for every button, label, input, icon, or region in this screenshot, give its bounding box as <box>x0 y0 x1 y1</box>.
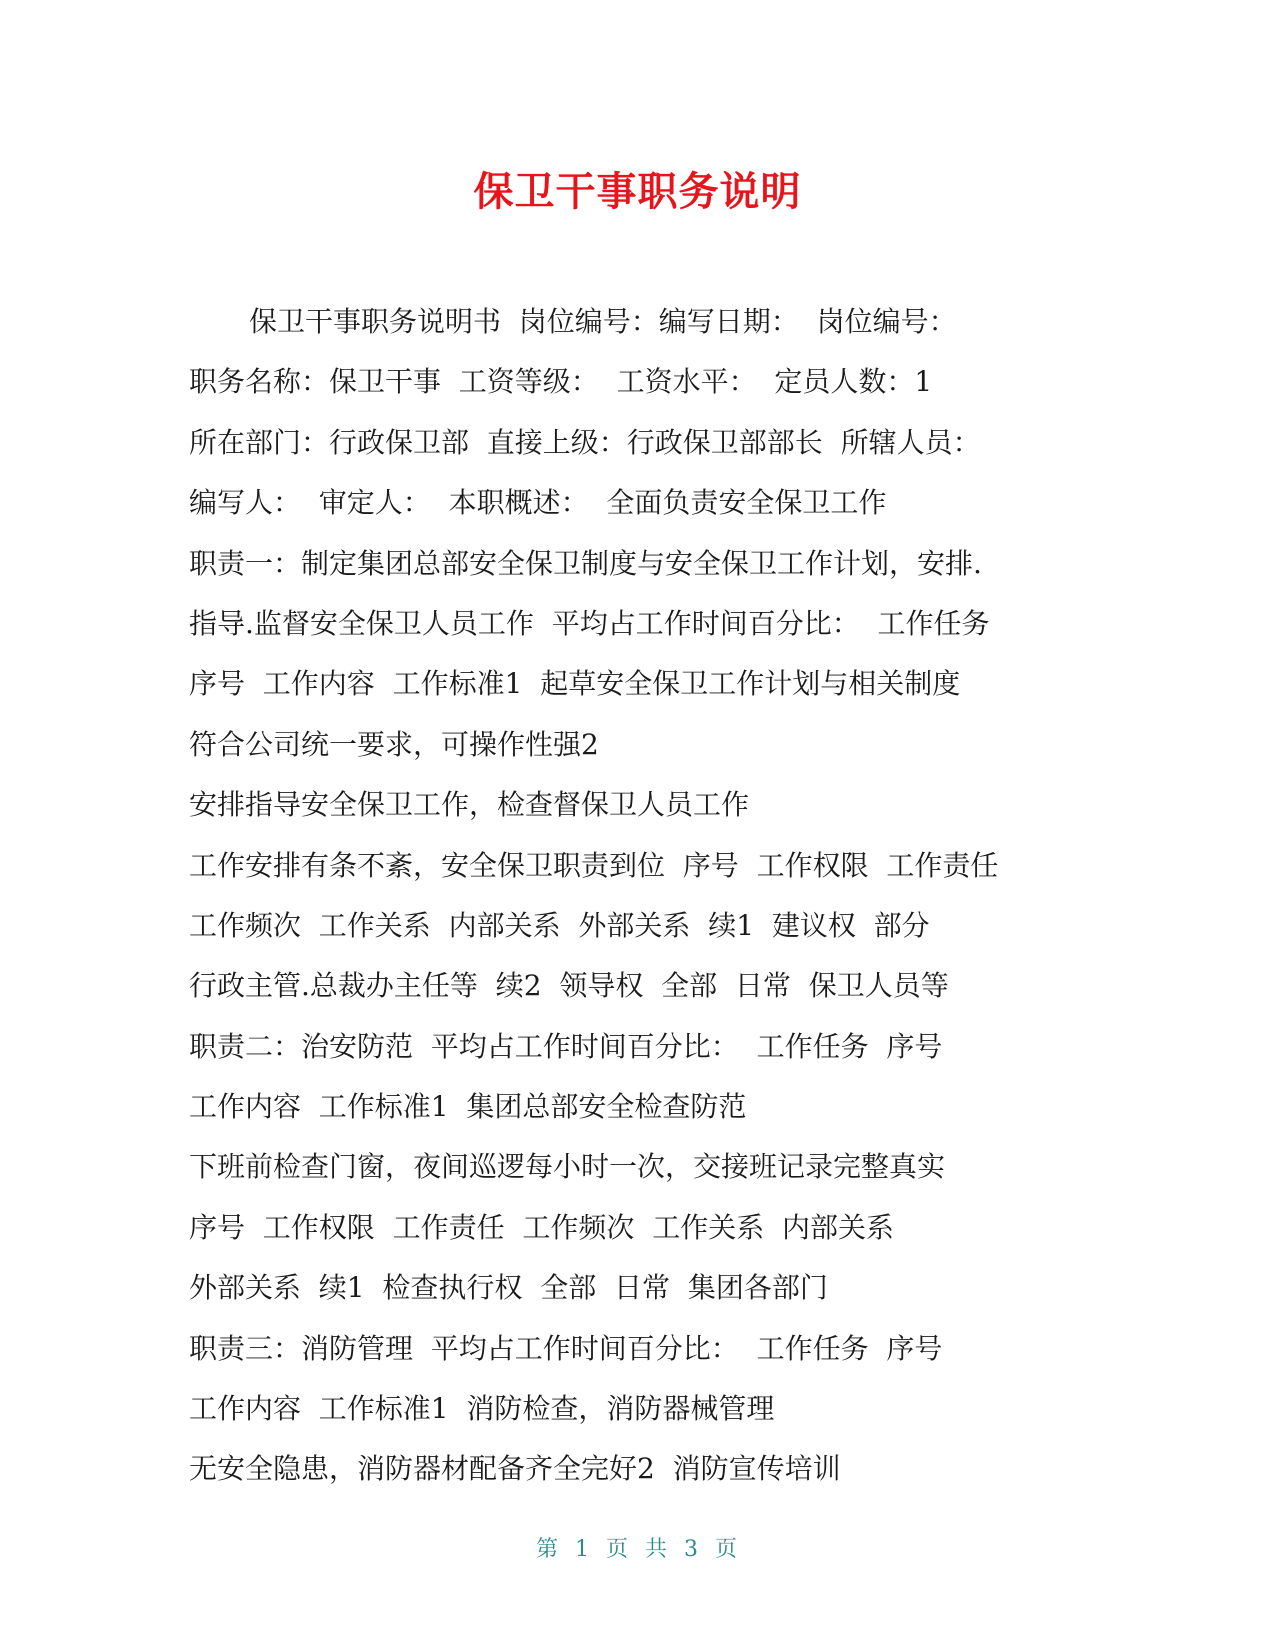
body-line: 序号 工作内容 工作标准1 起草安全保卫工作计划与相关制度 <box>189 667 961 701</box>
body-line: 职责一：制定集团总部安全保卫制度与安全保卫工作计划，安排. <box>189 546 982 580</box>
body-line: 外部关系 续1 检查执行权 全部 日常 集团各部门 <box>189 1271 828 1305</box>
document-body <box>189 292 1089 1500</box>
body-line: 工作内容 工作标准1 集团总部安全检查防范 <box>189 1090 747 1124</box>
page-number-footer: 第 1 页 共 3 页 <box>536 1537 739 1562</box>
body-line: 行政主管.总裁办主任等 续2 领导权 全部 日常 保卫人员等 <box>189 969 949 1003</box>
body-line: 所在部门：行政保卫部 直接上级：行政保卫部部长 所辖人员： <box>189 425 981 459</box>
body-line: 符合公司统一要求，可操作性强2 <box>189 727 599 761</box>
body-line: 序号 工作权限 工作责任 工作频次 工作关系 内部关系 <box>189 1210 895 1244</box>
document-title: 保卫干事职务说明 <box>473 169 802 215</box>
body-line: 职责三：消防管理 平均占工作时间百分比： 工作任务 序号 <box>189 1331 943 1365</box>
body-line: 职责二：治安防范 平均占工作时间百分比： 工作任务 序号 <box>189 1029 943 1063</box>
body-line: 无安全隐患，消防器材配备齐全完好2 消防宣传培训 <box>189 1452 841 1486</box>
body-line: 指导.监督安全保卫人员工作 平均占工作时间百分比： 工作任务 <box>189 606 990 640</box>
body-line: 工作频次 工作关系 内部关系 外部关系 续1 建议权 部分 <box>189 908 930 942</box>
body-line: 安排指导安全保卫工作，检查督保卫人员工作 <box>189 788 750 822</box>
body-line: 下班前检查门窗，夜间巡逻每小时一次，交接班记录完整真实 <box>189 1150 946 1184</box>
body-line: 编写人： 审定人： 本职概述： 全面负责安全保卫工作 <box>189 486 887 520</box>
body-line: 工作内容 工作标准1 消防检查，消防器械管理 <box>189 1392 775 1426</box>
body-line: 职务名称：保卫干事 工资等级： 工资水平： 定员人数：1 <box>189 365 933 399</box>
body-line: 工作安排有条不紊，安全保卫职责到位 序号 工作权限 工作责任 <box>189 848 999 882</box>
body-line: 保卫干事职务说明书 岗位编号：编写日期： 岗位编号： <box>249 305 957 338</box>
